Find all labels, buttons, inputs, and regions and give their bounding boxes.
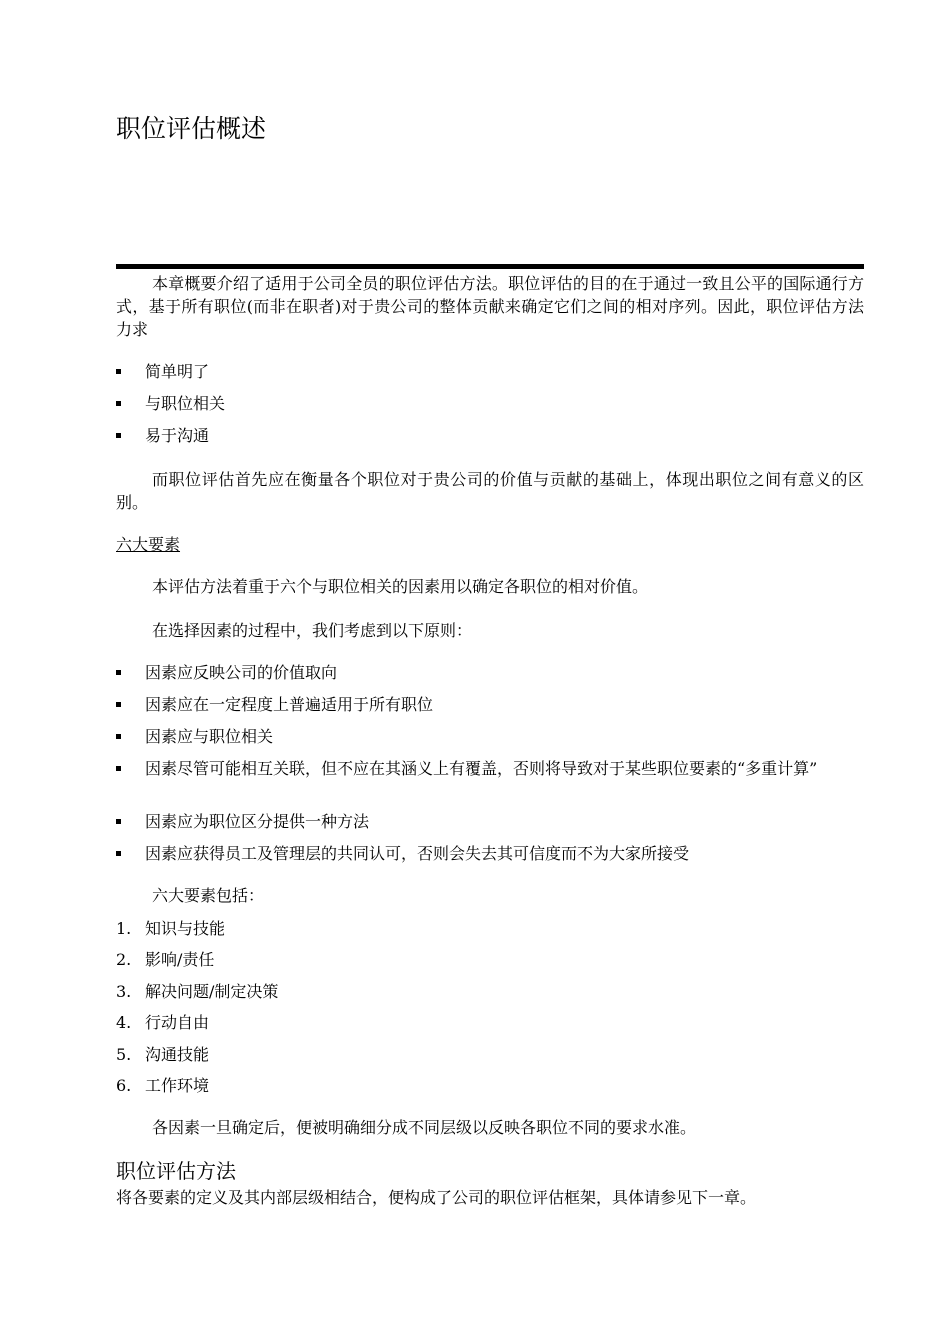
principle-text: 因素应在一定程度上普遍适用于所有职位 xyxy=(145,695,434,714)
factor-label: 解决问题/制定决策 xyxy=(145,982,279,1001)
bullet-icon xyxy=(116,369,121,374)
factor-number: 5. xyxy=(116,1045,132,1064)
factor-number: 2. xyxy=(116,950,132,969)
bullet-icon xyxy=(116,851,121,856)
requirement-text: 与职位相关 xyxy=(145,394,226,413)
principle-text: 因素应获得员工及管理层的共同认可，否则会失去其可信度而不为大家所接受 xyxy=(145,844,690,863)
factor-item xyxy=(116,918,864,939)
principle-text: 因素应为职位区分提供一种方法 xyxy=(145,812,370,831)
bullet-icon xyxy=(116,401,121,406)
factor-label: 沟通技能 xyxy=(145,1045,210,1064)
bullet-icon xyxy=(116,819,121,824)
factor-number: 3. xyxy=(116,982,132,1001)
factor-number: 6. xyxy=(116,1076,132,1095)
principle-item xyxy=(116,843,864,864)
requirement-item xyxy=(116,393,864,414)
requirement-item xyxy=(116,361,864,382)
principle-text: 因素尽管可能相互关联，但不应在其涵义上有覆盖，否则将导致对于某些职位要素的“多重计算” xyxy=(145,759,818,778)
page-title: 职位评估概述 xyxy=(116,114,267,143)
factor-label: 工作环境 xyxy=(145,1076,210,1095)
intro-paragraph-2: 而职位评估首先应在衡量各个职位对于贵公司的价值与贡献的基础上，体现出职位之间有意义的区别。 xyxy=(116,470,864,512)
factor-item xyxy=(116,1012,864,1033)
principles-intro: 在选择因素的过程中，我们考虑到以下原则： xyxy=(152,621,473,640)
requirement-item xyxy=(116,425,864,446)
principle-item xyxy=(116,726,864,747)
heading-rule xyxy=(116,264,864,269)
factor-item xyxy=(116,981,864,1002)
factor-number: 4. xyxy=(116,1013,132,1032)
method-paragraph: 将各要素的定义及其内部层级相结合，便构成了公司的职位评估框架，具体请参见下一章。 xyxy=(116,1188,757,1207)
factor-item xyxy=(116,949,864,970)
bullet-icon xyxy=(116,433,121,438)
factor-item xyxy=(116,1044,864,1065)
section-heading-factors: 六大要素 xyxy=(116,535,181,554)
requirement-text: 易于沟通 xyxy=(145,426,210,445)
section-heading-method: 职位评估方法 xyxy=(116,1159,236,1183)
factor-label: 行动自由 xyxy=(145,1013,210,1032)
bullet-icon xyxy=(116,670,121,675)
factor-label: 影响/责任 xyxy=(145,950,215,969)
principle-item xyxy=(116,694,864,715)
factors-after-paragraph: 各因素一旦确定后，便被明确细分成不同层级以反映各职位不同的要求水准。 xyxy=(152,1118,697,1137)
bullet-icon xyxy=(116,766,121,771)
principle-text: 因素应反映公司的价值取向 xyxy=(145,663,338,682)
principle-item xyxy=(116,758,864,779)
requirement-text: 简单明了 xyxy=(145,362,210,381)
intro-paragraph: 本章概要介绍了适用于公司全员的职位评估方法。职位评估的目的在于通过一致且公平的国际通行方式，基于所有职位(而非在职者)对于贵公司的整体贡献来确定它们之间的相对序列。因此，职位评估方法力求 xyxy=(116,274,864,339)
factors-include-label: 六大要素包括： xyxy=(152,886,265,905)
factor-item xyxy=(116,1075,864,1096)
factor-label: 知识与技能 xyxy=(145,919,226,938)
bullet-icon xyxy=(116,702,121,707)
principle-item xyxy=(116,662,864,683)
factor-number: 1. xyxy=(116,919,132,938)
principle-text: 因素应与职位相关 xyxy=(145,727,274,746)
principle-item xyxy=(116,811,864,832)
bullet-icon xyxy=(116,734,121,739)
factors-paragraph: 本评估方法着重于六个与职位相关的因素用以确定各职位的相对价值。 xyxy=(152,577,649,596)
